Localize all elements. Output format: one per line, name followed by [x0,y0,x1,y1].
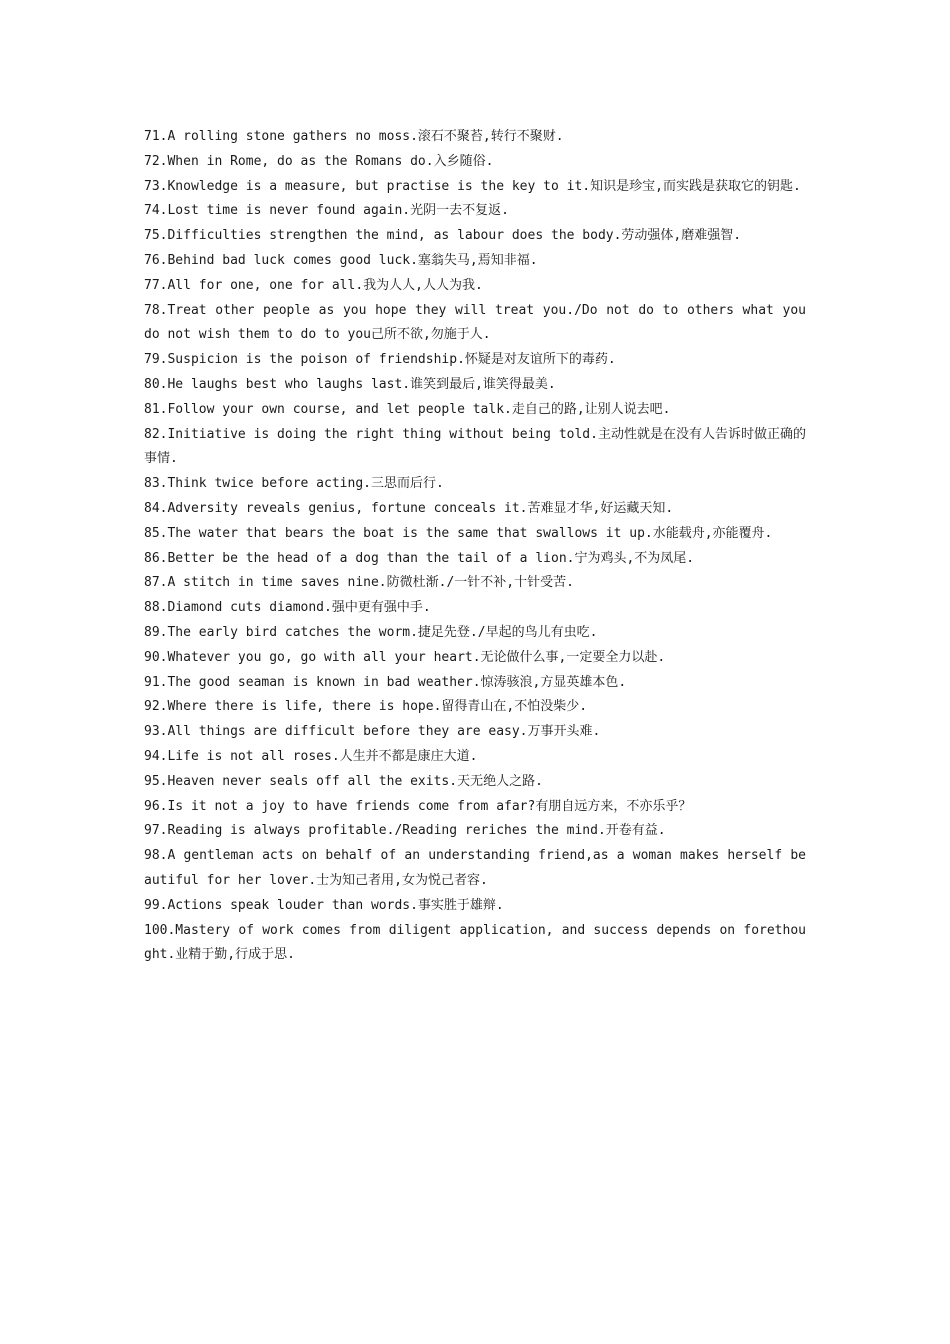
proverb-entry: 79.Suspicion is the poison of friendship.怀疑是对友谊所下的毒药. [144,352,616,368]
proverb-entry: 92.Where there is life, there is hope.留得青山在,不怕没柴少. [144,699,588,715]
proverb-entry: 76.Behind bad luck comes good luck.塞翁失马,焉知非福. [144,252,538,268]
proverb-entry: 86.Better be the head of a dog than the tail of a lion.宁为鸡头,不为凤尾. [144,550,695,566]
proverb-entry: 71.A rolling stone gathers no moss.滚石不聚苔,转行不聚财. [144,129,564,144]
proverb-entry: 77.All for one, one for all.我为人人,人人为我. [144,277,483,293]
proverb-entry: 95.Heaven never seals off all the exits.天无绝人之路. [144,773,543,789]
proverb-entry: 98.A gentleman acts on behalf of an understanding friend,as a woman makes herself beautiful for her lover.士为知己者用,女为悦己者容. [144,848,806,888]
proverb-entry: 82.Initiative is doing the right thing without being told.主动性就是在没有人告诉时做正确的事情. [144,426,806,467]
proverb-entry: 83.Think twice before acting.三思而后行. [144,476,444,492]
proverb-entry: 87.A stitch in time saves nine.防微杜渐./一针不补,十针受苦. [144,575,574,591]
proverb-entry: 84.Adversity reveals genius, fortune conceals it.苦难显才华,好运藏天知. [144,500,674,516]
proverb-entry: 91.The good seaman is known in bad weather.惊涛骇浪,方显英雄本色. [144,674,627,690]
proverb-entry: 99.Actions speak louder than words.事实胜于雄辩. [144,897,504,913]
proverb-entry: 78.Treat other people as you hope they will treat you./Do not do to others what you do not wish them to do to you己所不欲,勿施于人. [144,302,806,343]
proverb-entry: 80.He laughs best who laughs last.谁笑到最后,谁笑得最美. [144,376,556,392]
proverb-entry: 90.Whatever you go, go with all your heart.无论做什么事,一定要全力以赴. [144,649,666,665]
proverb-entry: 74.Lost time is never found again.光阴一去不复返. [144,203,509,219]
proverb-entry: 75.Difficulties strengthen the mind, as labour does the body.劳动强体,磨难强智. [144,228,742,244]
proverb-entry: 97.Reading is always profitable./Reading reriches the mind.开卷有益. [144,823,666,839]
proverb-entry: 88.Diamond cuts diamond.强中更有强中手. [144,600,431,616]
proverb-entry: 72.When in Rome, do as the Romans do.入乡随俗. [144,153,494,169]
proverb-entry: 85.The water that bears the boat is the same that swallows it up.水能载舟,亦能覆舟. [144,525,773,541]
proverb-entry: 81.Follow your own course, and let people talk.走自己的路,让别人说去吧. [144,401,671,417]
proverb-entry: 93.All things are difficult before they are easy.万事开头难. [144,724,601,740]
proverb-list [144,125,806,968]
proverb-entry: 94.Life is not all roses.人生并不都是康庄大道. [144,748,478,764]
proverb-entry: 89.The early bird catches the worm.捷足先登./早起的鸟儿有虫吃. [144,624,598,640]
proverb-entry: 100.Mastery of work comes from diligent application, and success depends on forethought.业精于勤,行成于思. [144,922,806,963]
proverb-entry: 73.Knowledge is a measure, but practise is the key to it.知识是珍宝,而实践是获取它的钥匙. [144,178,801,194]
proverb-entry: 96.Is it not a joy to have friends come from afar?有朋自远方来，不亦乐乎？ [144,798,692,814]
